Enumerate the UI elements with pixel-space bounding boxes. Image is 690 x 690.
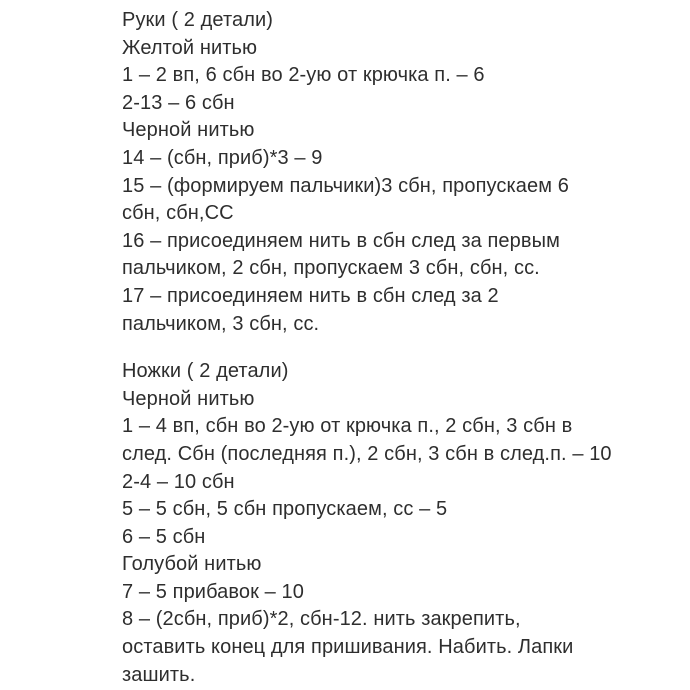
pattern-line: пальчиком, 3 сбн, сс.	[122, 312, 320, 335]
pattern-line: зашить.	[122, 663, 196, 686]
pattern-line: 1 – 4 вп, сбн во 2-ую от крючка п., 2 сбн, 3 сбн в	[122, 415, 573, 438]
pattern-line: 15 – (формируем пальчики)3 сбн, пропускаем 6	[122, 174, 569, 197]
pattern-line: 1 – 2 вп, 6 сбн во 2-ую от крючка п. – 6	[122, 64, 485, 87]
yarn-color-note: Желтой нитью	[122, 36, 258, 59]
pattern-line: 16 – присоединяем нить в сбн след за первым	[122, 229, 560, 252]
section-arms-title: Руки ( 2 детали)	[122, 9, 274, 31]
yarn-color-note: Черной нитью	[122, 119, 255, 142]
section-legs-title: Ножки ( 2 детали)	[122, 360, 289, 383]
section-arms	[122, 7, 640, 338]
pattern-line: оставить конец для пришивания. Набить. Лапки	[122, 636, 574, 659]
pattern-line: 17 – присоединяем нить в сбн след за 2	[122, 284, 499, 307]
pattern-line: след. Сбн (последняя п.), 2 сбн, 3 сбн в след.п. – 10	[122, 442, 612, 465]
pattern-line: 2-13 – 6 сбн	[122, 91, 235, 114]
pattern-line: 7 – 5 прибавок – 10	[122, 580, 304, 603]
pattern-line: 6 – 5 сбн	[122, 525, 206, 548]
pattern-line: 8 – (2сбн, приб)*2, сбн-12. нить закрепить,	[122, 608, 521, 631]
pattern-line: 2-4 – 10 сбн	[122, 470, 235, 493]
section-legs	[122, 358, 640, 689]
yarn-color-note: Голубой нитью	[122, 553, 262, 576]
yarn-color-note: Черной нитью	[122, 387, 255, 410]
pattern-line: 14 – (сбн, приб)*3 – 9	[122, 146, 323, 169]
pattern-line: сбн, сбн,СС	[122, 202, 234, 225]
pattern-line: 5 – 5 сбн, 5 сбн пропускаем, сс – 5	[122, 498, 448, 521]
pattern-line: пальчиком, 2 сбн, пропускаем 3 сбн, сбн, сс.	[122, 257, 540, 280]
